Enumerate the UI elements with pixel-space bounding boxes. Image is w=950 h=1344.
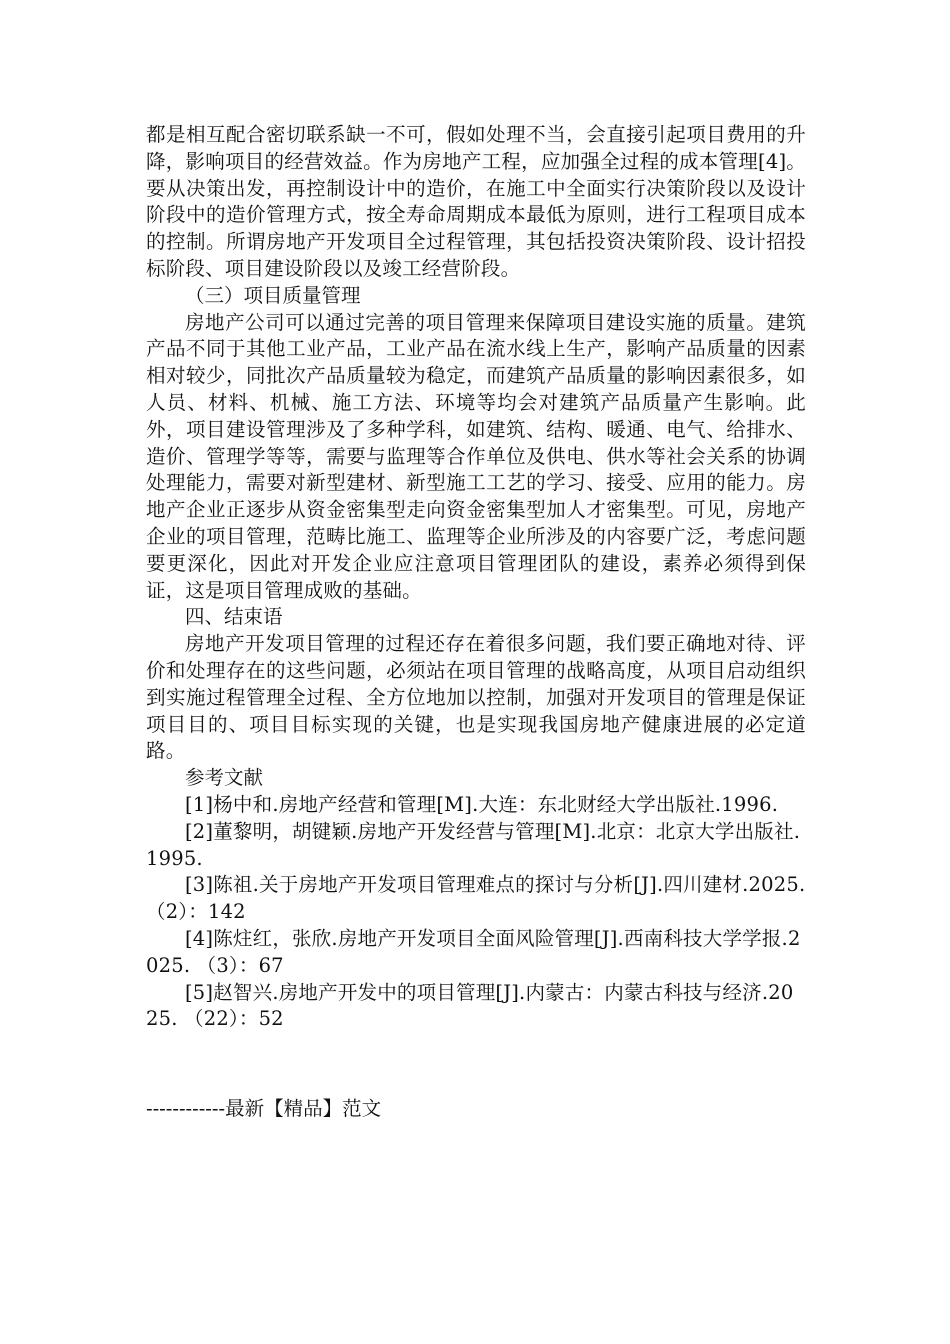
reference-item: [5]赵智兴.房地产开发中的项目管理[J].内蒙古：内蒙古科技与经济.2025. （22）：52 [146,980,794,1031]
section-heading-conclusion: 四、结束语 [185,605,283,629]
reference-item: [1]杨中和.房地产经营和管理[M].大连：东北财经大学出版社.1996. [185,792,779,816]
document-body [146,122,806,1033]
paragraph-cost-management: 都是相互配合密切联系缺一不可，假如处理不当，会直接引起项目费用的升降，影响项目的经营效益。作为房地产工程，应加强全过程的成本管理[4]。要从决策出发，再控制设计中的造价，在施工中全面实行决策阶段以及设计阶段中的造价管理方式，按全寿命周期成本最低为原则，进行工程项目成本的控制。所谓房地产开发项目全过程管理，其包括投资决策阶段、设计招投标阶段、项目建设阶段以及竣工经营阶段。 [146,123,806,280]
footer-tagline: ------------最新【精品】范文 [146,1097,382,1120]
reference-item: [2]董黎明，胡键颖.房地产开发经营与管理[M].北京：北京大学出版社.1995. [146,819,801,870]
paragraph-conclusion: 房地产开发项目管理的过程还存在着很多问题，我们要正确地对待、评价和处理存在的这些问题，必须站在项目管理的战略高度，从项目启动组织到实施过程管理全过程、全方位地加以控制，加强对开发项目的管理是保证项目目的、项目目标实现的关键，也是实现我国房地产健康进展的必定道路。 [146,632,806,763]
section-heading-quality: （三）项目质量管理 [185,283,361,307]
references-heading: 参考文献 [185,766,264,790]
paragraph-quality-management: 房地产公司可以通过完善的项目管理来保障项目建设实施的质量。建筑产品不同于其他工业产品，工业产品在流水线上生产，影响产品质量的因素相对较少，同批次产品质量较为稳定，而建筑产品质量的影响因素很多，如人员、材料、机械、施工方法、环境等均会对建筑产品质量产生影响。此外，项目建设管理涉及了多种学科，如建筑、结构、暖通、电气、给排水、造价、管理学等等，需要与监理等合作单位及供电、供水等社会关系的协调处理能力，需要对新型建材、新型施工工艺的学习、接受、应用的能力。房地产企业正逐步从资金密集型走向资金密集型加人才密集型。可见，房地产企业的项目管理，范畴比施工、监理等企业所涉及的内容要广泛，考虑问题要更深化，因此对开发企业应注意项目管理团队的建设，素养必须得到保证，这是项目管理成败的基础。 [146,310,806,602]
reference-item: [4]陈炷红，张欣.房地产开发项目全面风险管理[J].西南科技大学学报.2025. （3）：67 [146,926,801,977]
reference-item: [3]陈祖.关于房地产开发项目管理难点的探讨与分析[J].四川建材.2025.（2）：142 [146,873,806,924]
